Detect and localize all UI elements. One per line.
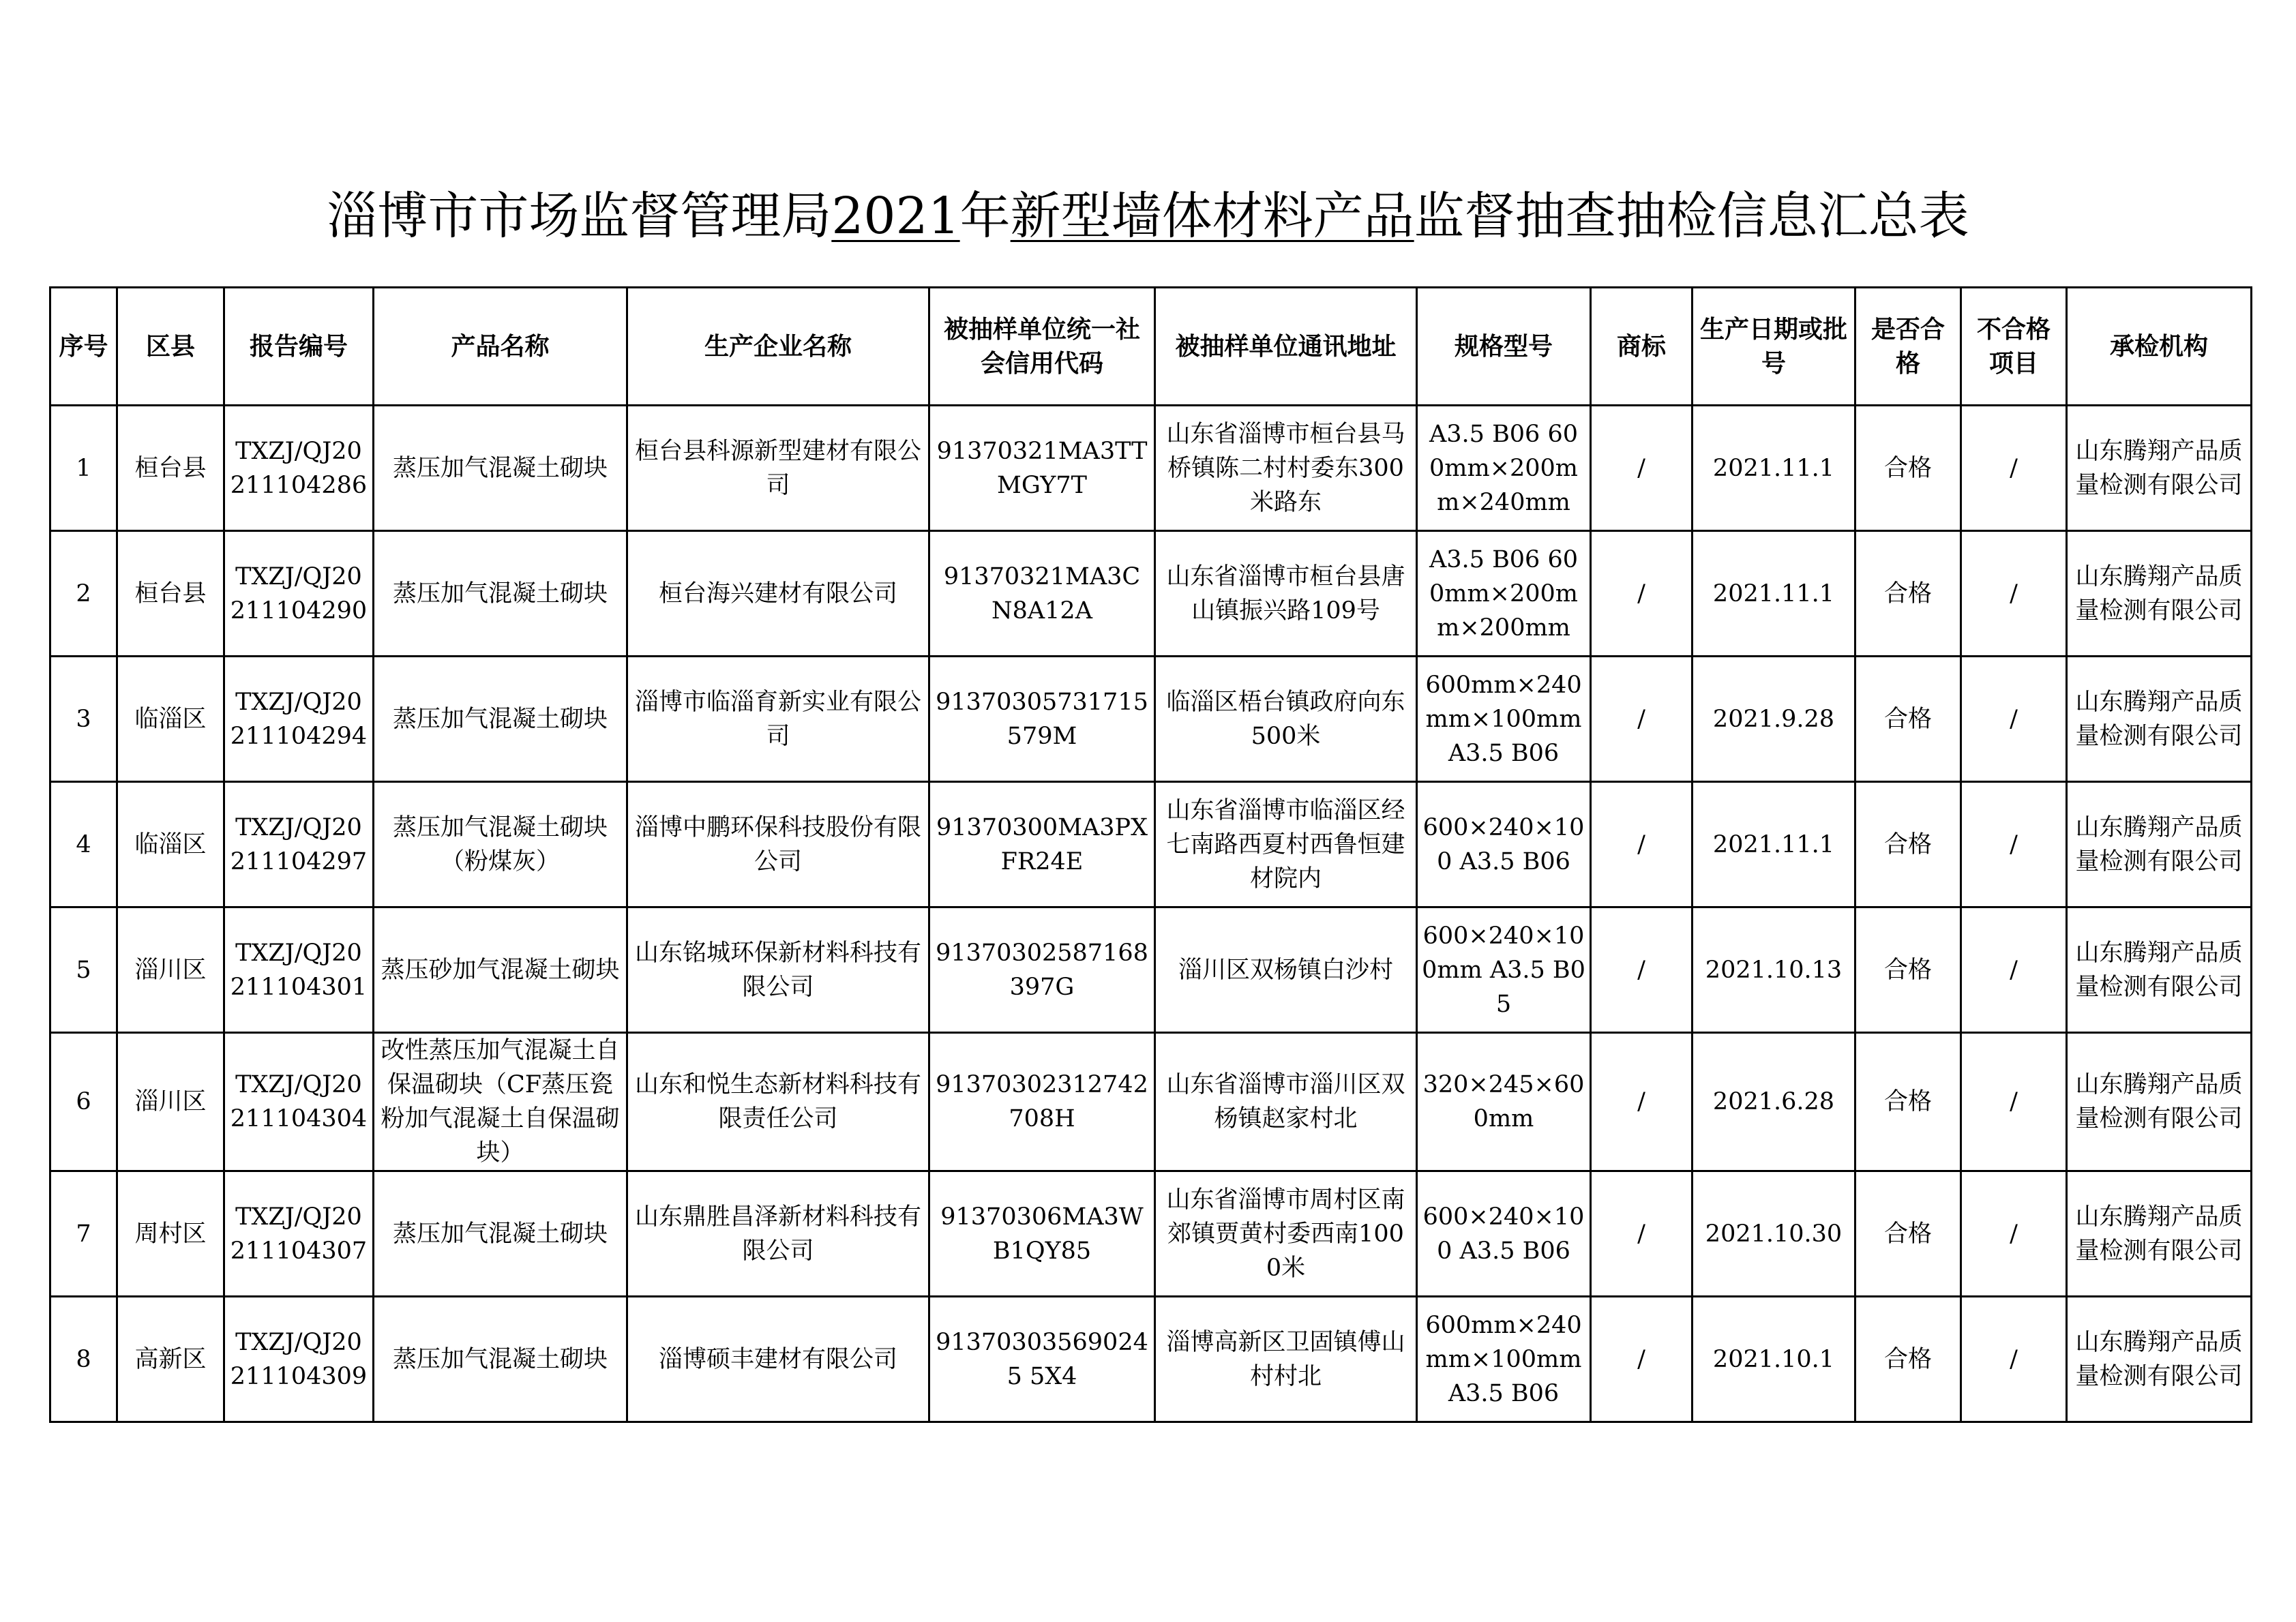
cell-manufacturer: 淄博市临淄育新实业有限公司 [627,657,929,782]
cell-spec: 320×245×600mm [1417,1033,1591,1171]
cell-manufacturer: 山东铭城环保新材料科技有限公司 [627,907,929,1033]
cell-product: 蒸压加气混凝土砌块 [374,1297,627,1422]
page-title [0,179,2296,254]
cell-credit-code: 91370305731715579M [929,657,1155,782]
table-row [50,1171,2252,1297]
cell-inspector: 山东腾翔产品质量检测有限公司 [2067,1171,2252,1297]
table-row [50,907,2252,1033]
cell-failed-items: / [1961,406,2067,531]
cell-production-date: 2021.6.28 [1693,1033,1855,1171]
cell-failed-items: / [1961,1297,2067,1422]
cell-district: 淄川区 [117,1033,224,1171]
cell-spec: 600mm×240mm×100mm A3.5 B06 [1417,1297,1591,1422]
cell-qualified: 合格 [1855,657,1961,782]
cell-report-no: TXZJ/QJ20211104297 [224,782,374,907]
cell-district: 桓台县 [117,531,224,657]
cell-product: 蒸压加气混凝土砌块 [374,406,627,531]
cell-address: 山东省淄博市桓台县唐山镇振兴路109号 [1155,531,1417,657]
cell-qualified: 合格 [1855,1171,1961,1297]
cell-inspector: 山东腾翔产品质量检测有限公司 [2067,531,2252,657]
cell-failed-items: / [1961,531,2067,657]
cell-product: 蒸压砂加气混凝土砌块 [374,907,627,1033]
cell-inspector: 山东腾翔产品质量检测有限公司 [2067,1033,2252,1171]
cell-qualified: 合格 [1855,1033,1961,1171]
header-failed-items: 不合格项目 [1961,288,2067,406]
cell-trademark: / [1591,782,1693,907]
cell-failed-items: / [1961,907,2067,1033]
cell-district: 临淄区 [117,657,224,782]
table-row [50,782,2252,907]
cell-qualified: 合格 [1855,406,1961,531]
cell-trademark: / [1591,907,1693,1033]
cell-credit-code: 913703035690245 5X4 [929,1297,1155,1422]
cell-trademark: / [1591,406,1693,531]
cell-manufacturer: 山东和悦生态新材料科技有限责任公司 [627,1033,929,1171]
header-address: 被抽样单位通讯地址 [1155,288,1417,406]
cell-index: 2 [50,531,117,657]
cell-index: 6 [50,1033,117,1171]
cell-qualified: 合格 [1855,1297,1961,1422]
header-district: 区县 [117,288,224,406]
header-manufacturer: 生产企业名称 [627,288,929,406]
cell-index: 4 [50,782,117,907]
cell-production-date: 2021.11.1 [1693,406,1855,531]
header-qualified: 是否合格 [1855,288,1961,406]
header-inspector: 承检机构 [2067,288,2252,406]
header-trademark: 商标 [1591,288,1693,406]
cell-manufacturer: 桓台海兴建材有限公司 [627,531,929,657]
cell-product: 蒸压加气混凝土砌块 [374,657,627,782]
cell-spec: 600mm×240mm×100mm A3.5 B06 [1417,657,1591,782]
cell-product: 蒸压加气混凝土砌块 [374,1171,627,1297]
header-report-no: 报告编号 [224,288,374,406]
cell-trademark: / [1591,1171,1693,1297]
cell-qualified: 合格 [1855,531,1961,657]
cell-district: 高新区 [117,1297,224,1422]
title-part1: 淄博市市场监督管理局 [327,187,832,245]
cell-address: 山东省淄博市临淄区经七南路西夏村西鲁恒建材院内 [1155,782,1417,907]
cell-manufacturer: 淄博硕丰建材有限公司 [627,1297,929,1422]
header-product: 产品名称 [374,288,627,406]
cell-address: 淄博高新区卫固镇傅山村村北 [1155,1297,1417,1422]
cell-report-no: TXZJ/QJ20211104294 [224,657,374,782]
cell-trademark: / [1591,1033,1693,1171]
table-row [50,1033,2252,1171]
cell-report-no: TXZJ/QJ20211104290 [224,531,374,657]
cell-credit-code: 91370321MA3TTMGY7T [929,406,1155,531]
summary-table [49,286,2252,1423]
cell-spec: 600×240×100 A3.5 B06 [1417,1171,1591,1297]
title-part4: 监督抽查抽检信息汇总表 [1414,187,1969,245]
cell-spec: A3.5 B06 600mm×200mm×200mm [1417,531,1591,657]
cell-production-date: 2021.11.1 [1693,782,1855,907]
cell-credit-code: 91370302587168397G [929,907,1155,1033]
header-index: 序号 [50,288,117,406]
cell-trademark: / [1591,531,1693,657]
table-row [50,1297,2252,1422]
header-production-date: 生产日期或批号 [1693,288,1855,406]
cell-index: 8 [50,1297,117,1422]
cell-production-date: 2021.11.1 [1693,531,1855,657]
cell-index: 5 [50,907,117,1033]
cell-address: 山东省淄博市淄川区双杨镇赵家村北 [1155,1033,1417,1171]
cell-report-no: TXZJ/QJ20211104301 [224,907,374,1033]
cell-production-date: 2021.10.13 [1693,907,1855,1033]
cell-district: 周村区 [117,1171,224,1297]
cell-address: 山东省淄博市桓台县马桥镇陈二村村委东300米路东 [1155,406,1417,531]
cell-address: 淄川区双杨镇白沙村 [1155,907,1417,1033]
table-row [50,406,2252,531]
cell-production-date: 2021.10.1 [1693,1297,1855,1422]
cell-trademark: / [1591,657,1693,782]
cell-product: 蒸压加气混凝土砌块（粉煤灰） [374,782,627,907]
cell-district: 桓台县 [117,406,224,531]
cell-address: 临淄区梧台镇政府向东500米 [1155,657,1417,782]
cell-inspector: 山东腾翔产品质量检测有限公司 [2067,1297,2252,1422]
cell-spec: A3.5 B06 600mm×200mm×240mm [1417,406,1591,531]
cell-district: 淄川区 [117,907,224,1033]
cell-failed-items: / [1961,657,2067,782]
cell-qualified: 合格 [1855,907,1961,1033]
header-credit-code: 被抽样单位统一社会信用代码 [929,288,1155,406]
cell-address: 山东省淄博市周村区南郊镇贾黄村委西南1000米 [1155,1171,1417,1297]
cell-spec: 600×240×100 A3.5 B06 [1417,782,1591,907]
cell-inspector: 山东腾翔产品质量检测有限公司 [2067,782,2252,907]
cell-product: 蒸压加气混凝土砌块 [374,531,627,657]
cell-index: 7 [50,1171,117,1297]
cell-credit-code: 91370306MA3WB1QY85 [929,1171,1155,1297]
cell-manufacturer: 淄博中鹏环保科技股份有限公司 [627,782,929,907]
cell-report-no: TXZJ/QJ20211104286 [224,406,374,531]
cell-credit-code: 91370321MA3CN8A12A [929,531,1155,657]
cell-index: 1 [50,406,117,531]
cell-report-no: TXZJ/QJ20211104309 [224,1297,374,1422]
cell-failed-items: / [1961,1171,2067,1297]
header-row [50,288,2252,406]
cell-credit-code: 91370302312742708H [929,1033,1155,1171]
cell-trademark: / [1591,1297,1693,1422]
cell-report-no: TXZJ/QJ20211104304 [224,1033,374,1171]
cell-report-no: TXZJ/QJ20211104307 [224,1171,374,1297]
header-spec: 规格型号 [1417,288,1591,406]
cell-failed-items: / [1961,782,2067,907]
cell-manufacturer: 山东鼎胜昌泽新材料科技有限公司 [627,1171,929,1297]
table-row [50,657,2252,782]
cell-district: 临淄区 [117,782,224,907]
table-row [50,531,2252,657]
title-year: 2021 [831,187,960,245]
cell-inspector: 山东腾翔产品质量检测有限公司 [2067,907,2252,1033]
cell-index: 3 [50,657,117,782]
cell-failed-items: / [1961,1033,2067,1171]
title-part2: 年 [959,187,1011,245]
cell-production-date: 2021.9.28 [1693,657,1855,782]
cell-inspector: 山东腾翔产品质量检测有限公司 [2067,406,2252,531]
title-part3: 新型墙体材料产品 [1010,187,1414,245]
cell-product: 改性蒸压加气混凝土自保温砌块（CF蒸压瓷粉加气混凝土自保温砌块） [374,1033,627,1171]
cell-manufacturer: 桓台县科源新型建材有限公司 [627,406,929,531]
cell-inspector: 山东腾翔产品质量检测有限公司 [2067,657,2252,782]
cell-production-date: 2021.10.30 [1693,1171,1855,1297]
cell-spec: 600×240×100mm A3.5 B05 [1417,907,1591,1033]
cell-qualified: 合格 [1855,782,1961,907]
cell-credit-code: 91370300MA3PXFR24E [929,782,1155,907]
